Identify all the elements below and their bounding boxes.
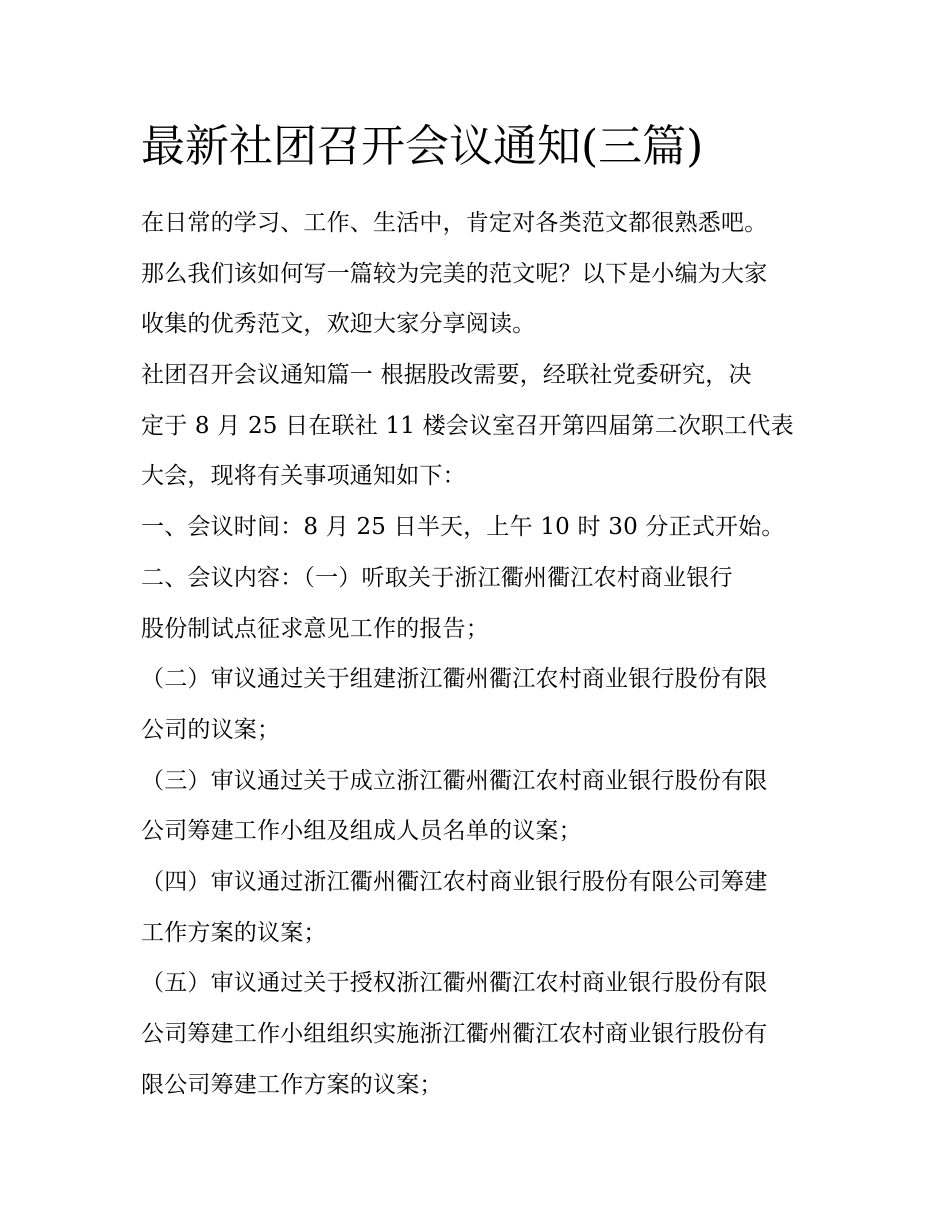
body-line: 二、会议内容：（一）听取关于浙江衢州衢江农村商业银行 — [141, 564, 733, 591]
body-line: 定于 8 月 25 日在联社 11 楼会议室召开第四届第二次职工代表 — [141, 412, 794, 439]
body-line: 那么我们该如何写一篇较为完美的范文呢？以下是小编为大家 — [141, 260, 768, 287]
body-line: 大会，现将有关事项通知如下： — [141, 463, 466, 490]
body-line: （二）审议通过关于组建浙江衢州衢江农村商业银行股份有限 — [141, 666, 768, 693]
body-line: （五）审议通过关于授权浙江衢州衢江农村商业银行股份有限 — [141, 970, 768, 997]
body-line: 一、会议时间：8 月 25 日半天，上午 10 时 30 分正式开始。 — [141, 514, 785, 541]
body-line: 公司筹建工作小组组织实施浙江衢州衢江农村商业银行股份有 — [141, 1021, 768, 1047]
document-content — [141, 112, 821, 1110]
document-body — [141, 198, 821, 1110]
body-line: （三）审议通过关于成立浙江衢州衢江农村商业银行股份有限 — [141, 767, 768, 794]
document-title: 最新社团召开会议通知(三篇) — [141, 121, 704, 172]
body-line: 工作方案的议案； — [141, 919, 327, 946]
body-line: （四）审议通过浙江衢州衢江农村商业银行股份有限公司筹建 — [141, 868, 768, 895]
body-line: 在日常的学习、工作、生活中，肯定对各类范文都很熟悉吧。 — [141, 210, 768, 236]
body-line: 公司筹建工作小组及组成人员名单的议案； — [141, 818, 582, 845]
body-line: 社团召开会议通知篇一 根据股改需要，经联社党委研究，决 — [141, 362, 752, 389]
body-line: 公司的议案； — [141, 716, 281, 743]
body-line: 收集的优秀范文，欢迎大家分享阅读。 — [141, 311, 536, 338]
body-line: 限公司筹建工作方案的议案； — [141, 1071, 443, 1098]
body-line: 股份制试点征求意见工作的报告； — [141, 615, 489, 642]
